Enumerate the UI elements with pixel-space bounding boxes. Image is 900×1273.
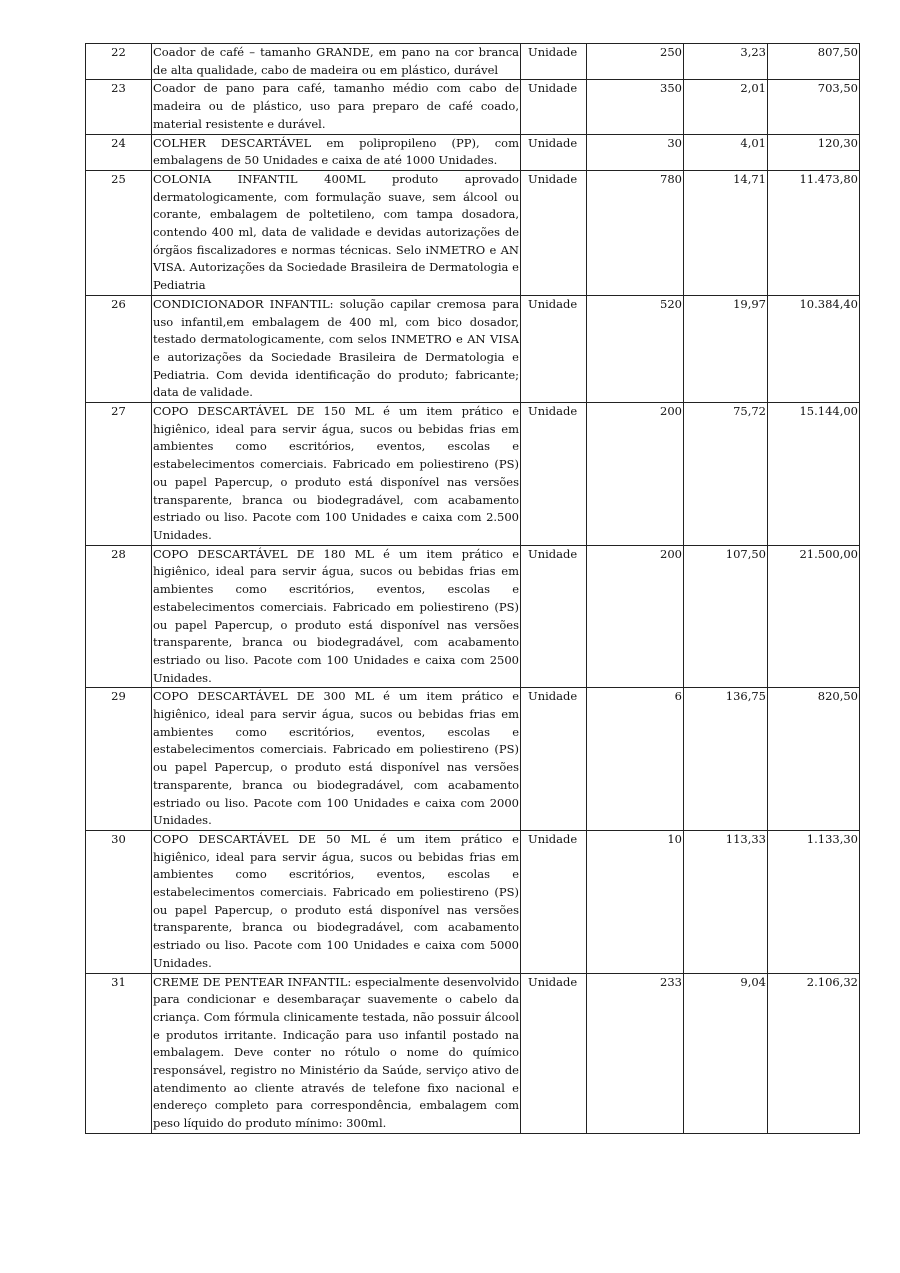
quantity-cell: 520 xyxy=(587,295,684,402)
table-row xyxy=(86,830,860,973)
item-number-cell: 28 xyxy=(86,545,152,688)
table-row xyxy=(86,44,860,80)
quantity-cell: 30 xyxy=(587,134,684,170)
items-table xyxy=(85,43,860,1134)
unit-cell: Unidade xyxy=(521,830,587,973)
unit-cell: Unidade xyxy=(521,170,587,295)
table-row xyxy=(86,688,860,831)
unit-cell: Unidade xyxy=(521,134,587,170)
unit-cell: Unidade xyxy=(521,688,587,831)
total-cell: 21.500,00 xyxy=(768,545,860,688)
total-cell: 10.384,40 xyxy=(768,295,860,402)
description-cell: COLHER DESCARTÁVEL em polipropileno (PP), com embalagens de 50 Unidades e caixa de até 1000 Unidades. xyxy=(152,134,521,170)
table-row xyxy=(86,973,860,1133)
unit-price-cell: 9,04 xyxy=(684,973,768,1133)
unit-price-cell: 4,01 xyxy=(684,134,768,170)
item-number-cell: 25 xyxy=(86,170,152,295)
unit-price-cell: 107,50 xyxy=(684,545,768,688)
table-row xyxy=(86,295,860,402)
item-number-cell: 23 xyxy=(86,80,152,134)
unit-price-cell: 75,72 xyxy=(684,403,768,546)
table-row xyxy=(86,170,860,295)
quantity-cell: 6 xyxy=(587,688,684,831)
item-number-cell: 24 xyxy=(86,134,152,170)
item-number-cell: 29 xyxy=(86,688,152,831)
document-page xyxy=(85,43,859,1134)
unit-price-cell: 3,23 xyxy=(684,44,768,80)
item-number-cell: 30 xyxy=(86,830,152,973)
unit-price-cell: 14,71 xyxy=(684,170,768,295)
description-cell: Coador de pano para café, tamanho médio com cabo de madeira ou de plástico, uso para preparo de café coado, material resistente e durável. xyxy=(152,80,521,134)
total-cell: 15.144,00 xyxy=(768,403,860,546)
unit-cell: Unidade xyxy=(521,295,587,402)
unit-price-cell: 19,97 xyxy=(684,295,768,402)
table-row xyxy=(86,403,860,546)
table-row xyxy=(86,80,860,134)
item-number-cell: 22 xyxy=(86,44,152,80)
unit-cell: Unidade xyxy=(521,403,587,546)
unit-cell: Unidade xyxy=(521,80,587,134)
quantity-cell: 200 xyxy=(587,545,684,688)
unit-cell: Unidade xyxy=(521,973,587,1133)
items-table-body xyxy=(86,44,860,1134)
quantity-cell: 250 xyxy=(587,44,684,80)
quantity-cell: 780 xyxy=(587,170,684,295)
item-number-cell: 31 xyxy=(86,973,152,1133)
quantity-cell: 10 xyxy=(587,830,684,973)
quantity-cell: 233 xyxy=(587,973,684,1133)
item-number-cell: 27 xyxy=(86,403,152,546)
description-cell: Coador de café – tamanho GRANDE, em pano na cor branca de alta qualidade, cabo de madeira ou em plástico, durável xyxy=(152,44,521,80)
unit-price-cell: 2,01 xyxy=(684,80,768,134)
total-cell: 1.133,30 xyxy=(768,830,860,973)
table-row xyxy=(86,545,860,688)
total-cell: 2.106,32 xyxy=(768,973,860,1133)
quantity-cell: 200 xyxy=(587,403,684,546)
table-row xyxy=(86,134,860,170)
unit-price-cell: 136,75 xyxy=(684,688,768,831)
description-cell: CREME DE PENTEAR INFANTIL: especialmente desenvolvido para condicionar e desembaraçar suavemente o cabelo da criança. Com fórmula clinicamente testada, não possuir álcool e produtos irritante. Indicação para uso infantil postado na embalagem. Deve conter no rótulo o nome do químico responsável, registro no Ministério da Saúde, serviço ativo de atendimento ao cliente através de telefone fixo nacional e endereço completo para correspondência, embalagem com peso líquido do produto mínimo: 300ml. xyxy=(152,973,521,1133)
item-number-cell: 26 xyxy=(86,295,152,402)
description-cell: COPO DESCARTÁVEL DE 300 ML é um item prático e higiênico, ideal para servir água, sucos ou bebidas frias em ambientes como escritórios, eventos, escolas e estabelecimentos comerciais. Fabricado em poliestireno (PS) ou papel Papercup, o produto está disponível nas versões transparente, branca ou biodegradável, com acabamento estriado ou liso. Pacote com 100 Unidades e caixa com 2000 Unidades. xyxy=(152,688,521,831)
description-cell: COPO DESCARTÁVEL DE 180 ML é um item prático e higiênico, ideal para servir água, sucos ou bebidas frias em ambientes como escritórios, eventos, escolas e estabelecimentos comerciais. Fabricado em poliestireno (PS) ou papel Papercup, o produto está disponível nas versões transparente, branca ou biodegradável, com acabamento estriado ou liso. Pacote com 100 Unidades e caixa com 2500 Unidades. xyxy=(152,545,521,688)
total-cell: 120,30 xyxy=(768,134,860,170)
total-cell: 11.473,80 xyxy=(768,170,860,295)
total-cell: 703,50 xyxy=(768,80,860,134)
total-cell: 807,50 xyxy=(768,44,860,80)
description-cell: COLONIA INFANTIL 400ML produto aprovado dermatologicamente, com formulação suave, sem álcool ou corante, embalagem de poltetileno, com tampa dosadora, contendo 400 ml, data de validade e devidas autorizações de órgãos fiscalizadores e normas técnicas. Selo iNMETRO e AN VISA. Autorizações da Sociedade Brasileira de Dermatologia e Pediatria xyxy=(152,170,521,295)
quantity-cell: 350 xyxy=(587,80,684,134)
description-cell: COPO DESCARTÁVEL DE 150 ML é um item prático e higiênico, ideal para servir água, sucos ou bebidas frias em ambientes como escritórios, eventos, escolas e estabelecimentos comerciais. Fabricado em poliestireno (PS) ou papel Papercup, o produto está disponível nas versões transparente, branca ou biodegradável, com acabamento estriado ou liso. Pacote com 100 Unidades e caixa com 2.500 Unidades. xyxy=(152,403,521,546)
total-cell: 820,50 xyxy=(768,688,860,831)
unit-cell: Unidade xyxy=(521,44,587,80)
unit-cell: Unidade xyxy=(521,545,587,688)
description-cell: COPO DESCARTÁVEL DE 50 ML é um item prático e higiênico, ideal para servir água, sucos ou bebidas frias em ambientes como escritórios, eventos, escolas e estabelecimentos comerciais. Fabricado em poliestireno (PS) ou papel Papercup, o produto está disponível nas versões transparente, branca ou biodegradável, com acabamento estriado ou liso. Pacote com 100 Unidades e caixa com 5000 Unidades. xyxy=(152,830,521,973)
description-cell: CONDICIONADOR INFANTIL: solução capilar cremosa para uso infantil,em embalagem de 400 ml, com bico dosador, testado dermatologicamente, com selos INMETRO e AN VISA e autorizações da Sociedade Brasileira de Dermatologia e Pediatria. Com devida identificação do produto; fabricante; data de validade. xyxy=(152,295,521,402)
unit-price-cell: 113,33 xyxy=(684,830,768,973)
